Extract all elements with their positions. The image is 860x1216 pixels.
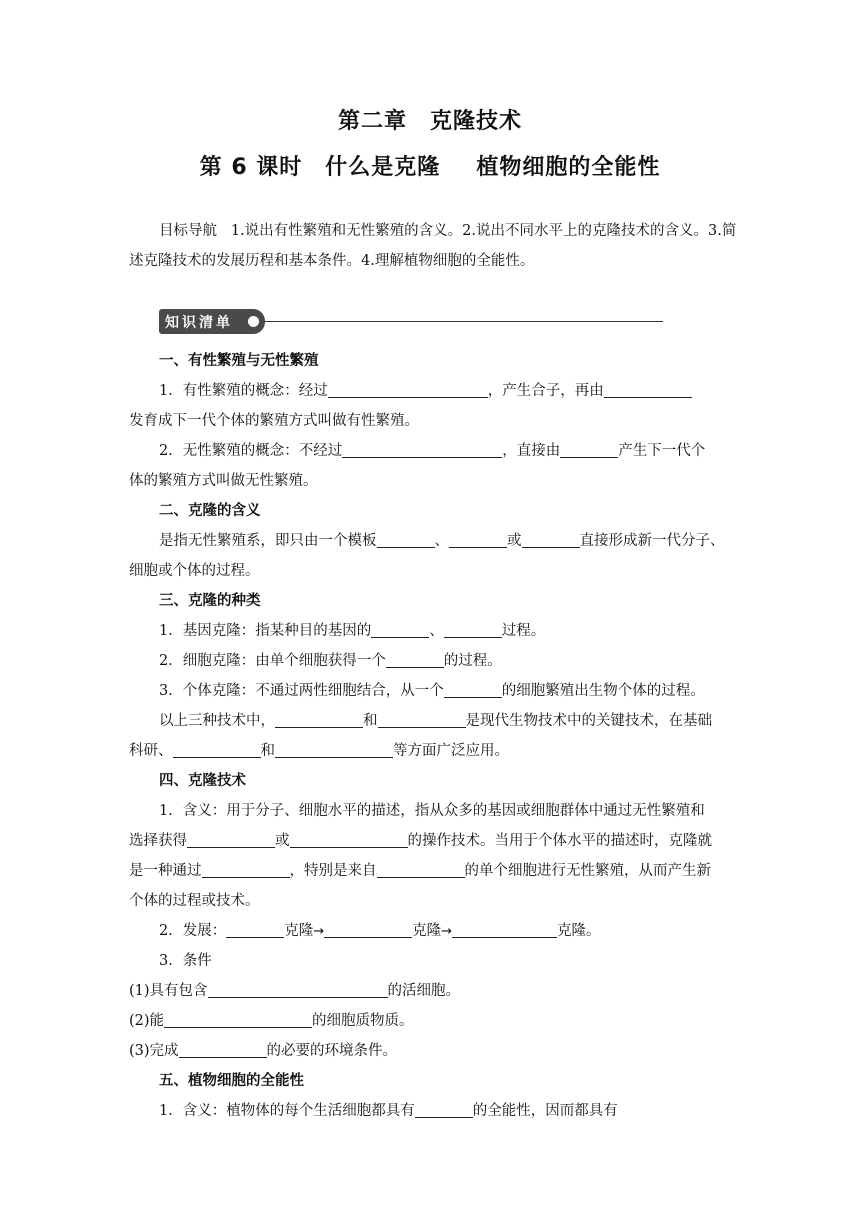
banner-divider xyxy=(265,321,663,322)
content xyxy=(129,346,738,1126)
text: 的细胞繁殖出生物个体的过程。 xyxy=(501,683,705,699)
text: 选择获得 xyxy=(129,833,187,849)
paragraph-4-1-cont2 xyxy=(129,856,738,886)
blank[interactable] xyxy=(386,651,444,668)
text: 克隆 xyxy=(284,923,314,939)
text: 的单个细胞进行无性繁殖，从而产生新 xyxy=(464,863,711,879)
text: (2)能 xyxy=(129,1013,165,1029)
section-heading-5: 五、植物细胞的全能性 xyxy=(159,1073,304,1089)
blank[interactable] xyxy=(164,1011,312,1028)
blank[interactable] xyxy=(179,1041,267,1058)
text: 是现代生物技术中的关键技术，在基础 xyxy=(465,713,712,729)
condition-1 xyxy=(129,976,738,1006)
banner-box xyxy=(159,309,265,334)
text: (1)具有包含 xyxy=(129,983,208,999)
text: 1．有性繁殖的概念：经过 xyxy=(159,383,328,399)
blank[interactable] xyxy=(378,711,466,728)
blank[interactable] xyxy=(449,531,507,548)
text: 1．含义：植物体的每个生活细胞都具有 xyxy=(159,1103,415,1119)
blank[interactable] xyxy=(444,621,502,638)
paragraph-3-2 xyxy=(129,646,738,676)
blank[interactable] xyxy=(377,531,435,548)
paragraph-3-4 xyxy=(129,706,738,736)
section-heading-4: 四、克隆技术 xyxy=(159,773,246,789)
paragraph-1-2-cont: 体的繁殖方式叫做无性繁殖。 xyxy=(129,473,318,489)
text: 或 xyxy=(275,833,290,849)
text: 的细胞质物质。 xyxy=(312,1013,414,1029)
arrow-icon: → xyxy=(441,924,453,939)
arrow-icon: → xyxy=(313,924,325,939)
paragraph-3-3 xyxy=(129,676,738,706)
paragraph-4-1: 1．含义：用于分子、细胞水平的描述，指从众多的基因或细胞群体中通过无性繁殖和 xyxy=(159,803,705,819)
text: (3)完成 xyxy=(129,1043,179,1059)
paragraph-4-2 xyxy=(129,916,738,946)
blank[interactable] xyxy=(202,861,290,878)
paragraph-1-1 xyxy=(129,376,738,406)
blank[interactable] xyxy=(275,741,393,758)
text: 和 xyxy=(363,713,378,729)
blank[interactable] xyxy=(226,921,284,938)
blank[interactable] xyxy=(173,741,261,758)
lesson-title xyxy=(0,150,860,181)
blank[interactable] xyxy=(290,831,408,848)
section-heading-3: 三、克隆的种类 xyxy=(159,593,261,609)
blank[interactable] xyxy=(324,921,412,938)
goal-text: 1.说出有性繁殖和无性繁殖的含义。2.说出不同水平上的克隆技术的含义。3.简述克隆技术的发展历程和基本条件。4.理解植物细胞的全能性。 xyxy=(129,223,737,269)
text: ，直接由 xyxy=(502,443,561,459)
paragraph-4-3: 3．条件 xyxy=(159,953,212,969)
text: ，特别是来自 xyxy=(289,863,377,879)
text: 产生下一代个 xyxy=(618,443,706,459)
text: 的过程。 xyxy=(443,653,502,669)
blank[interactable] xyxy=(560,441,618,458)
blank[interactable] xyxy=(208,981,388,998)
paragraph-4-1-cont3: 个体的过程或技术。 xyxy=(129,893,260,909)
text: 1．基因克隆：指某种目的基因的 xyxy=(159,623,372,639)
chapter-title: 第二章 克隆技术 xyxy=(337,109,522,134)
text: 和 xyxy=(260,743,275,759)
lesson-title-part1: 第 6 课时 什么是克隆 xyxy=(199,155,441,180)
paragraph-1-2 xyxy=(129,436,738,466)
paragraph-1-1-cont: 发育成下一代个体的繁殖方式叫做有性繁殖。 xyxy=(129,413,419,429)
text: 的必要的环境条件。 xyxy=(266,1043,398,1059)
paragraph-2 xyxy=(129,526,738,556)
text: 是指无性繁殖系，即只由一个模板 xyxy=(159,533,377,549)
blank[interactable] xyxy=(604,381,692,398)
text: 2．无性繁殖的概念：不经过 xyxy=(159,443,343,459)
text: 克隆 xyxy=(412,923,442,939)
learning-goals xyxy=(129,216,738,276)
text: 等方面广泛应用。 xyxy=(393,743,509,759)
section-heading-1: 一、有性繁殖与无性繁殖 xyxy=(159,353,319,369)
text: 过程。 xyxy=(501,623,546,639)
text: 或 xyxy=(507,533,522,549)
text: 的操作技术。当用于个体水平的描述时，克隆就 xyxy=(407,833,712,849)
blank[interactable] xyxy=(452,921,557,938)
paragraph-2-cont: 细胞或个体的过程。 xyxy=(129,563,260,579)
paragraph-4-1-cont xyxy=(129,826,738,856)
goal-label: 目标导航 xyxy=(159,223,217,239)
blank[interactable] xyxy=(328,381,488,398)
banner-dot-icon xyxy=(248,316,259,327)
paragraph-3-1 xyxy=(129,616,738,646)
text: 、 xyxy=(429,623,444,639)
text: 以上三种技术中， xyxy=(159,713,275,729)
blank[interactable] xyxy=(522,531,580,548)
blank[interactable] xyxy=(275,711,363,728)
text: 的活细胞。 xyxy=(387,983,461,999)
blank[interactable] xyxy=(342,441,502,458)
paragraph-5-1 xyxy=(129,1096,738,1126)
text: 克隆。 xyxy=(557,923,601,939)
text: 直接形成新一代分子、 xyxy=(579,533,725,549)
condition-3 xyxy=(129,1036,738,1066)
text: 是一种通过 xyxy=(129,863,202,879)
text: 3．个体克隆：不通过两性细胞结合，从一个 xyxy=(159,683,444,699)
text: 科研、 xyxy=(129,743,173,759)
section-heading-2: 二、克隆的含义 xyxy=(159,503,261,519)
text: 的全能性，因而都具有 xyxy=(472,1103,618,1119)
blank[interactable] xyxy=(444,681,502,698)
text: 2．细胞克隆：由单个细胞获得一个 xyxy=(159,653,386,669)
text: 2．发展： xyxy=(159,923,227,939)
blank[interactable] xyxy=(187,831,275,848)
blank[interactable] xyxy=(377,861,465,878)
paragraph-3-4-cont xyxy=(129,736,738,766)
banner-label: 知识清单 xyxy=(165,315,233,331)
text: ，产生合子，再由 xyxy=(487,383,604,399)
text: 、 xyxy=(434,533,449,549)
blank[interactable] xyxy=(415,1101,473,1118)
condition-2 xyxy=(129,1006,738,1036)
lesson-title-part2: 植物细胞的全能性 xyxy=(476,155,661,180)
blank[interactable] xyxy=(371,621,429,638)
